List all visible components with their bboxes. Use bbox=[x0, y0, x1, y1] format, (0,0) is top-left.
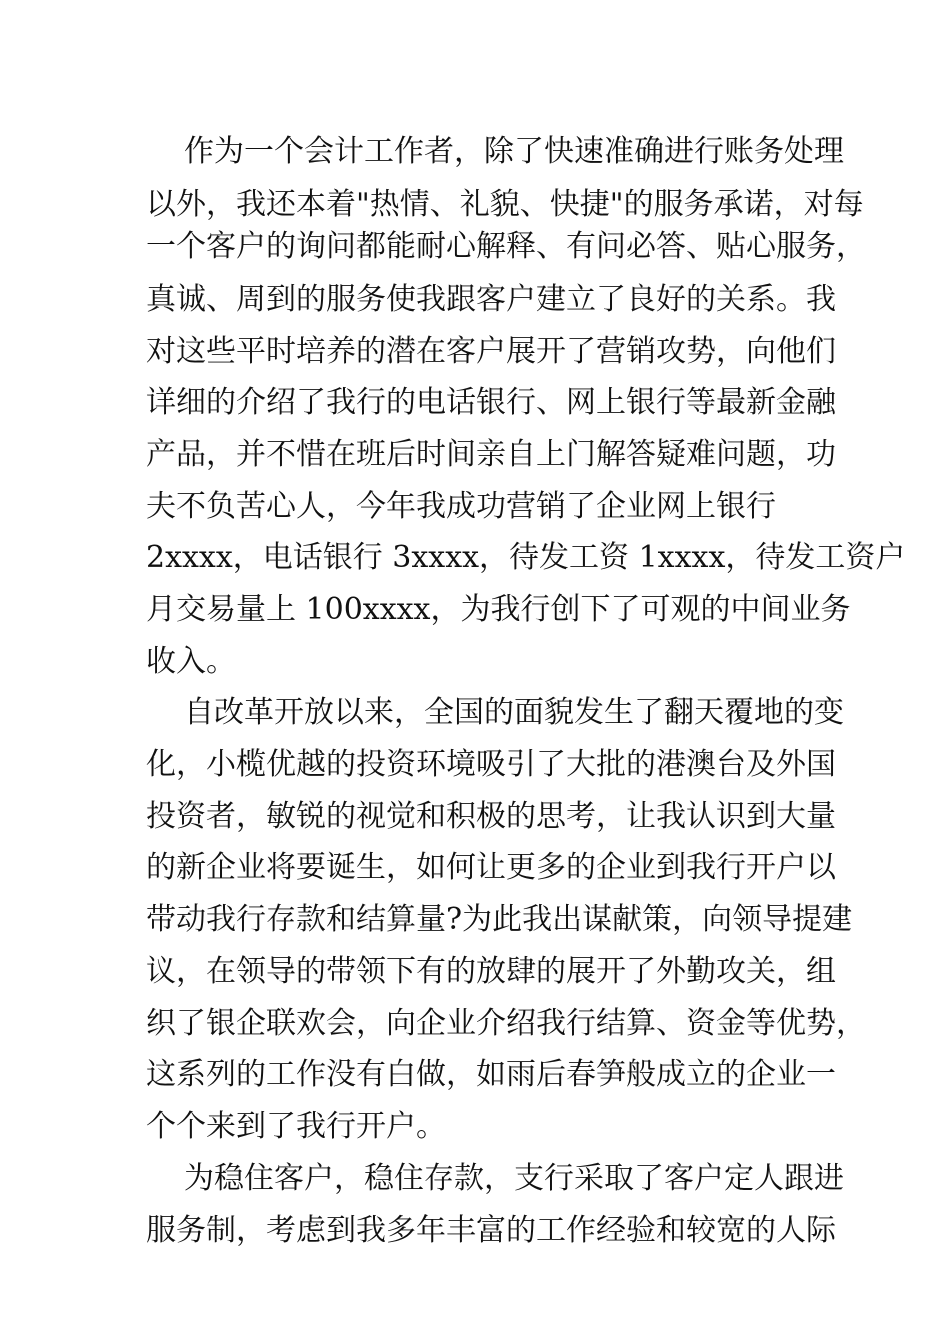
text-line: 化，小榄优越的投资环境吸引了大批的港澳台及外国 bbox=[146, 747, 836, 782]
text-line: 服务制，考虑到我多年丰富的工作经验和较宽的人际 bbox=[146, 1213, 836, 1248]
text-line: 月交易量上 100xxxx，为我行创下了可观的中间业务 bbox=[146, 592, 851, 627]
text-line: 为稳住客户，稳住存款，支行采取了客户定人跟进 bbox=[184, 1161, 844, 1196]
text-line: 真诚、周到的服务使我跟客户建立了良好的关系。我 bbox=[146, 282, 836, 317]
text-line: 议，在领导的带领下有的放肆的展开了外勤攻关，组 bbox=[146, 954, 836, 989]
text-line: 2xxxx，电话银行 3xxxx，待发工资 1xxxx，待发工资户 bbox=[146, 540, 906, 575]
text-line: 产品，并不惜在班后时间亲自上门解答疑难问题，功 bbox=[146, 437, 836, 472]
text-line: 一个客户的询问都能耐心解释、有问必答、贴心服务， bbox=[146, 229, 866, 264]
text-line: 以外，我还本着"热情、礼貌、快捷"的服务承诺，对每 bbox=[146, 187, 864, 222]
text-line: 作为一个会计工作者，除了快速准确进行账务处理 bbox=[184, 134, 844, 169]
text-line: 投资者，敏锐的视觉和积极的思考，让我认识到大量 bbox=[146, 799, 836, 834]
text-line: 夫不负苦心人，今年我成功营销了企业网上银行 bbox=[146, 489, 776, 524]
text-line: 这系列的工作没有白做，如雨后春笋般成立的企业一 bbox=[146, 1057, 836, 1092]
text-line: 对这些平时培养的潜在客户展开了营销攻势，向他们 bbox=[146, 334, 836, 369]
text-line: 的新企业将要诞生，如何让更多的企业到我行开户以 bbox=[146, 850, 836, 885]
text-line: 个个来到了我行开户。 bbox=[146, 1109, 446, 1144]
text-line: 织了银企联欢会，向企业介绍我行结算、资金等优势， bbox=[146, 1006, 866, 1041]
text-line: 带动我行存款和结算量?为此我出谋献策，向领导提建 bbox=[146, 902, 853, 937]
text-line: 详细的介绍了我行的电话银行、网上银行等最新金融 bbox=[146, 385, 836, 420]
text-line: 自改革开放以来，全国的面貌发生了翻天覆地的变 bbox=[184, 695, 844, 730]
text-line: 收入。 bbox=[146, 644, 236, 679]
